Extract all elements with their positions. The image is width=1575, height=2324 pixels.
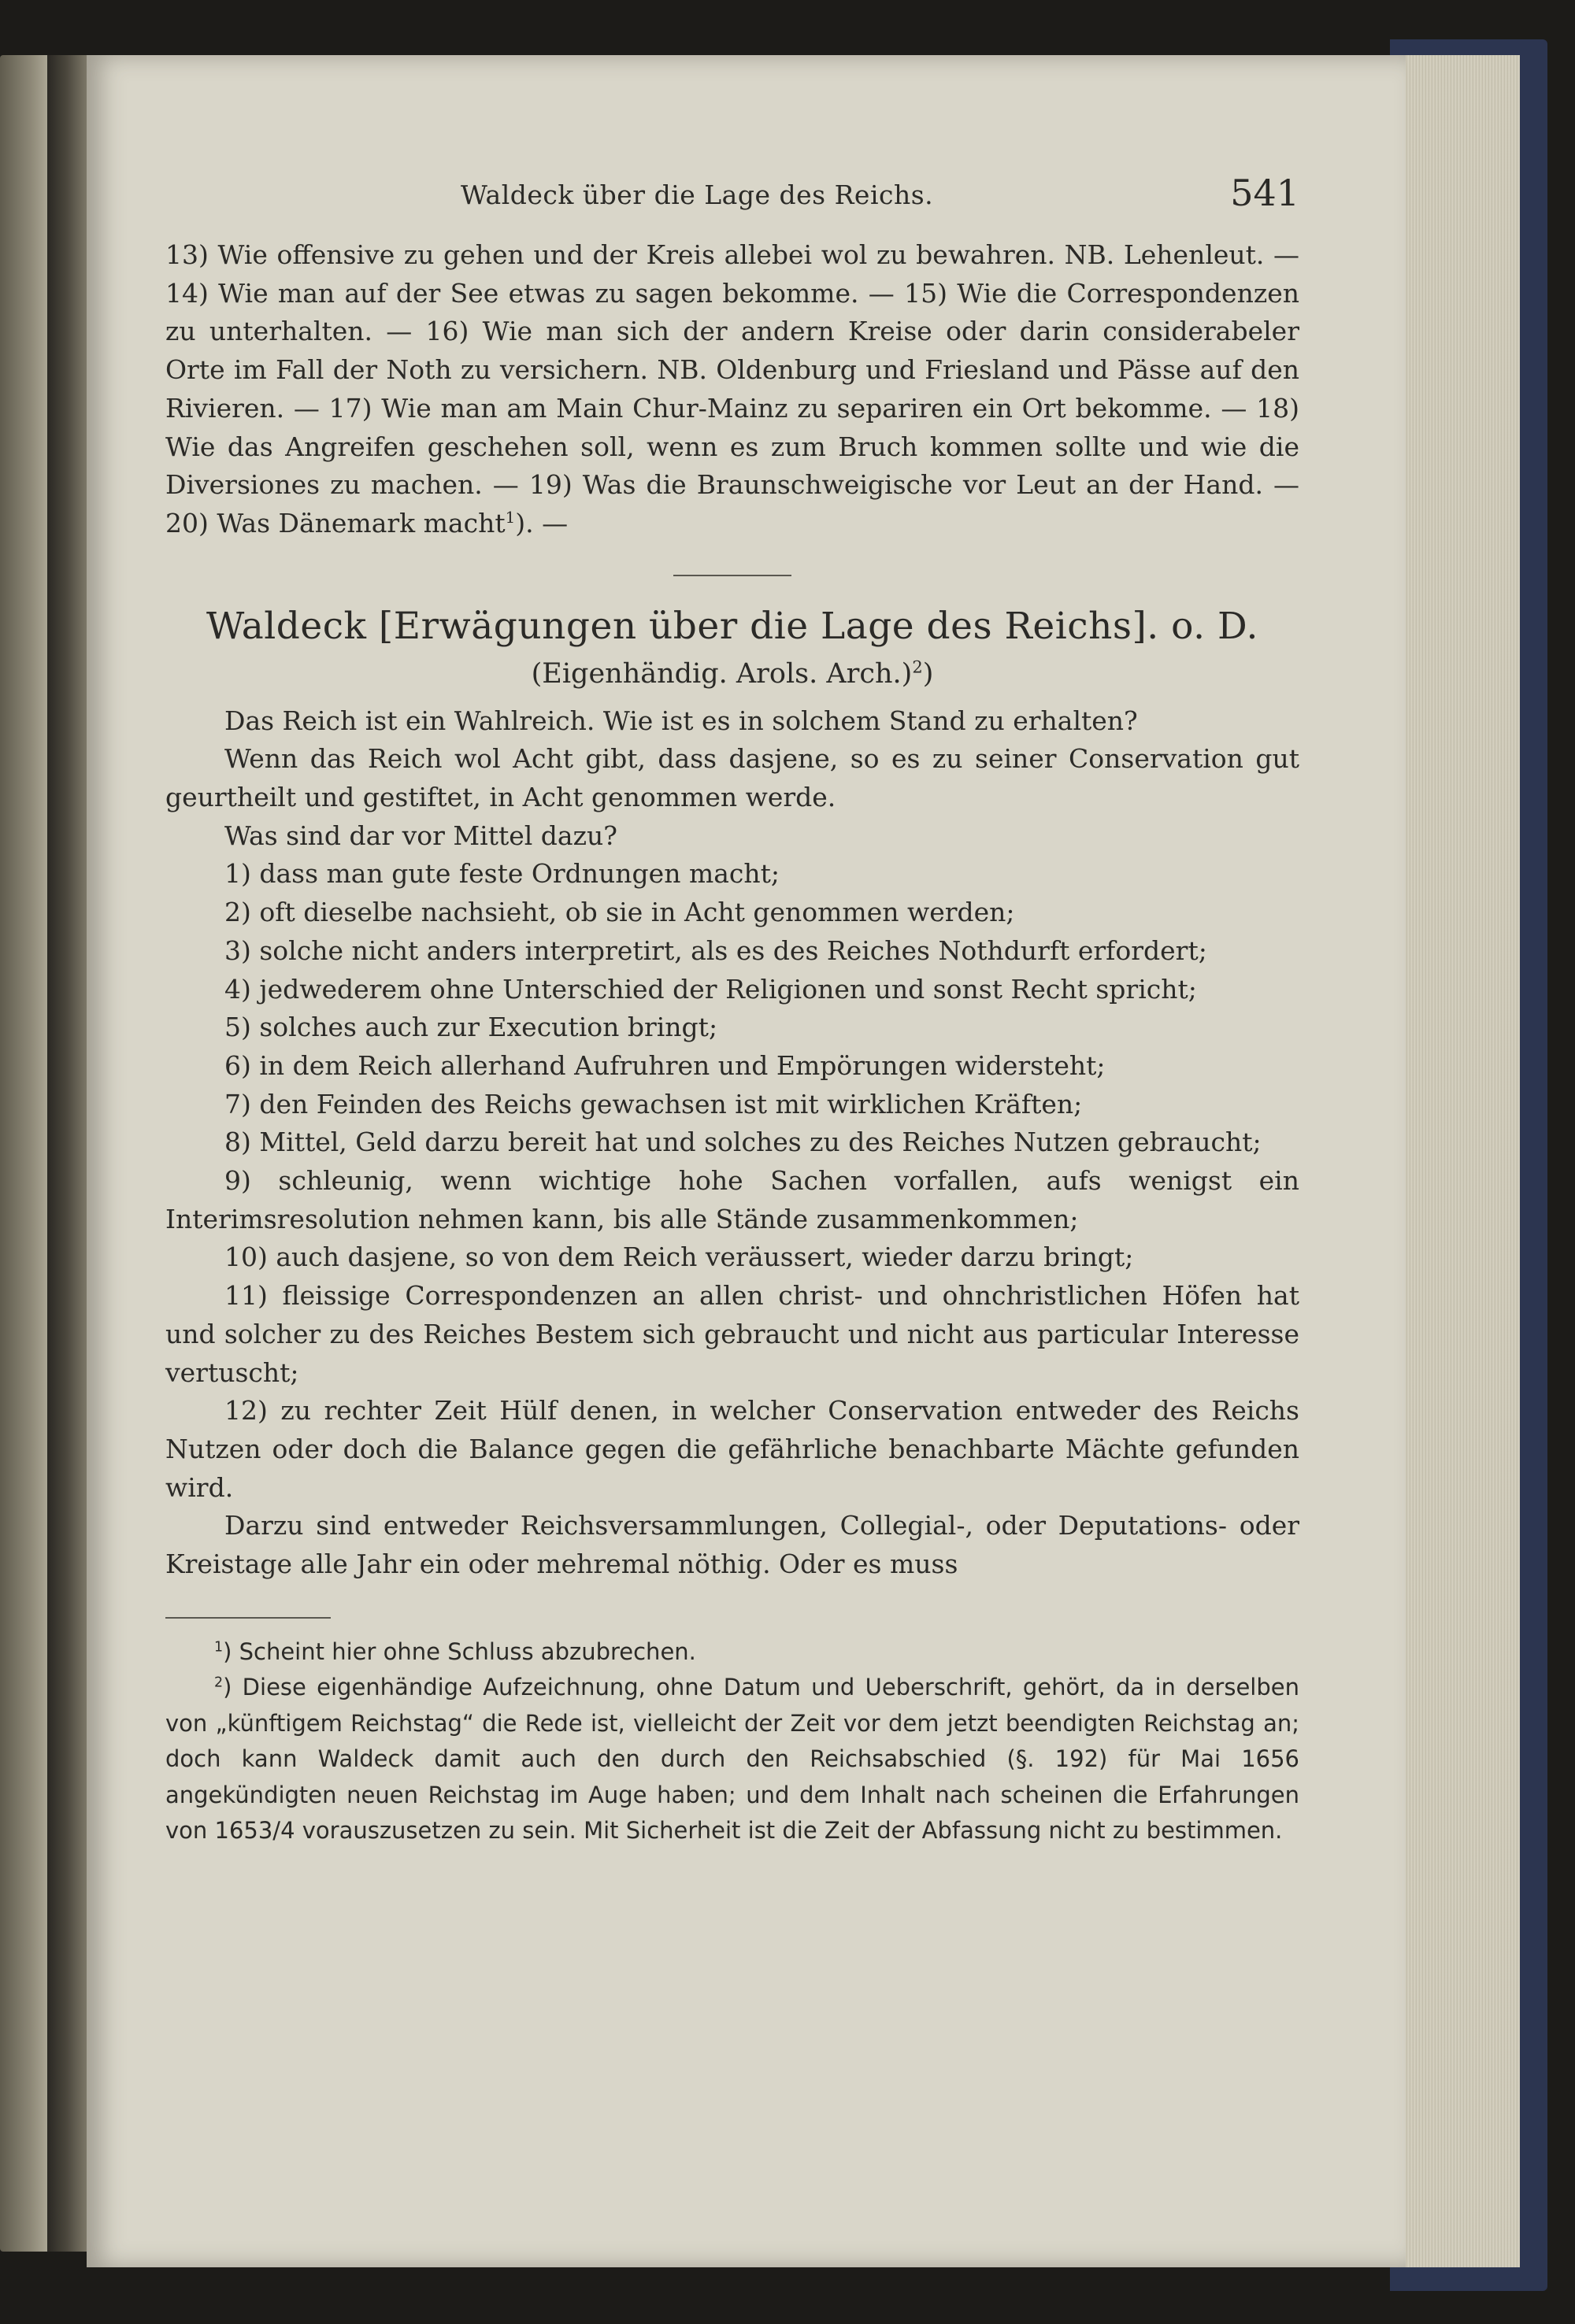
footnote-text: ) Diese eigenhändige Aufzeichnung, ohne Datum und Ueberschrift, gehört, da in derselben von „künftigem Reichstag“ die Rede ist, vielleicht der Zeit vor dem jetzt beendigten Reichstag an; doch kann Waldeck damit auch den durch den Reichsabschied (§. 192) für Mai 1656 angekündigten neuen Reichstag im Auge haben; und dem Inhalt nach scheinen die Erfahrungen von 1653/4 vorauszusetzen zu sein. Mit Sicherheit ist die Zeit der Abfassung nicht zu bestimmen. [165,1674,1299,1845]
continuation-text: 13) Wie offensive zu gehen und der Kreis allebei wol zu bewahren. NB. Lehenleut. — 14) Wie man auf der See etwas zu sagen bekomme. — 15) Wie die Correspondenzen zu unterhalten. — 16) Wie man sich der andern Kreise oder darin considerabeler Orte im Fall der Noth zu versichern. NB. Oldenburg und Friesland und Pässe auf den Rivieren. — 17) Wie man am Main Chur-Mainz zu separiren ein Ort bekomme. — 18) Wie das Angreifen geschehen soll, wenn es zum Bruch kommen sollte und wie die Diversiones zu machen. — 19) Was die Braunschweigische vor Leut an der Hand. — 20) Was Dänemark macht [165,239,1299,538]
footnote-ref-2[interactable]: 2 [912,657,923,676]
body-paragraph: Wenn das Reich wol Acht gibt, dass dasjene, so es zu seiner Conservation gut geurtheilt und gestiftet, in Acht genommen werde. [165,743,1299,813]
list-item: 1) dass man gute feste Ordnungen macht; [224,858,780,890]
section-subtitle [165,653,1299,694]
list-item: 5) solches auch zur Execution bringt; [224,1012,718,1043]
list-item: 11) fleissige Correspondenzen an allen christ- und ohnchristlichen Höfen hat und solcher zu des Reiches Bestem sich gebraucht und nicht aus particular Interesse vertuscht; [165,1280,1299,1388]
list-item: 7) den Feinden des Reichs gewachsen ist mit wirklichen Kräften; [224,1088,1083,1119]
footnote-mark: 1 [214,1639,224,1656]
body-paragraph: Darzu sind entweder Reichsversammlungen, Collegial-, oder Deputations- oder Kreistage alle Jahr ein oder mehremal nöthig. Oder es muss [165,1510,1299,1580]
list-item: 6) in dem Reich allerhand Aufruhren und Empörungen widersteht; [224,1049,1106,1081]
continuation-tail: ). — [515,507,569,538]
list-item: 2) oft dieselbe nachsieht, ob sie in Acht genommen werden; [224,897,1015,928]
list-item: 4) jedwederem ohne Unterschied der Religionen und sonst Recht spricht; [224,973,1197,1005]
body-paragraph: Was sind dar vor Mittel dazu? [224,820,617,851]
page-number: 541 [1230,172,1299,214]
footnote-2 [165,1670,1299,1849]
footnote-text: ) Scheint hier ohne Schluss abzubrechen. [223,1638,696,1665]
continuation-paragraph [165,236,1299,543]
footnote-ref-1[interactable]: 1 [505,508,516,527]
list-item: 9) schleunig, wenn wichtige hohe Sachen vorfallen, aufs wenigst ein Interimsresolution nehmen kann, bis alle Stände zusammenkommen; [165,1165,1299,1234]
list-item: 3) solche nicht anders interpretirt, als es des Reiches Nothdurft erfordert; [224,934,1207,966]
list-item: 12) zu rechter Zeit Hülf denen, in welcher Conservation entweder des Reichs Nutzen oder doch die Balance gegen die gefährliche benachbarte Mächte gefunden wird. [165,1395,1299,1503]
page-stack-edge [1394,55,1520,2267]
list-item: 10) auch dasjene, so von dem Reich veräussert, wieder darzu bringt; [224,1242,1134,1273]
section-title: Waldeck [Erwägungen über die Lage des Reichs]. o. D. [206,604,1258,648]
footnote-divider [165,1617,331,1619]
running-head [165,172,1299,227]
body-paragraph: Das Reich ist ein Wahlreich. Wie ist es in solchem Stand zu erhalten? [224,705,1138,736]
section-subtitle-tail: ) [922,657,934,690]
footnote-1 [165,1634,1299,1671]
running-head-title: Waldeck über die Lage des Reichs. [461,179,934,210]
footnote-mark: 2 [214,1675,224,1691]
section-divider [673,575,791,576]
page-content [165,172,1299,1849]
book-page [87,55,1406,2267]
list-item: 8) Mittel, Geld darzu bereit hat und solches zu des Reiches Nutzen gebraucht; [224,1127,1262,1158]
section-subtitle-text: (Eigenhändig. Arols. Arch.) [531,657,913,690]
